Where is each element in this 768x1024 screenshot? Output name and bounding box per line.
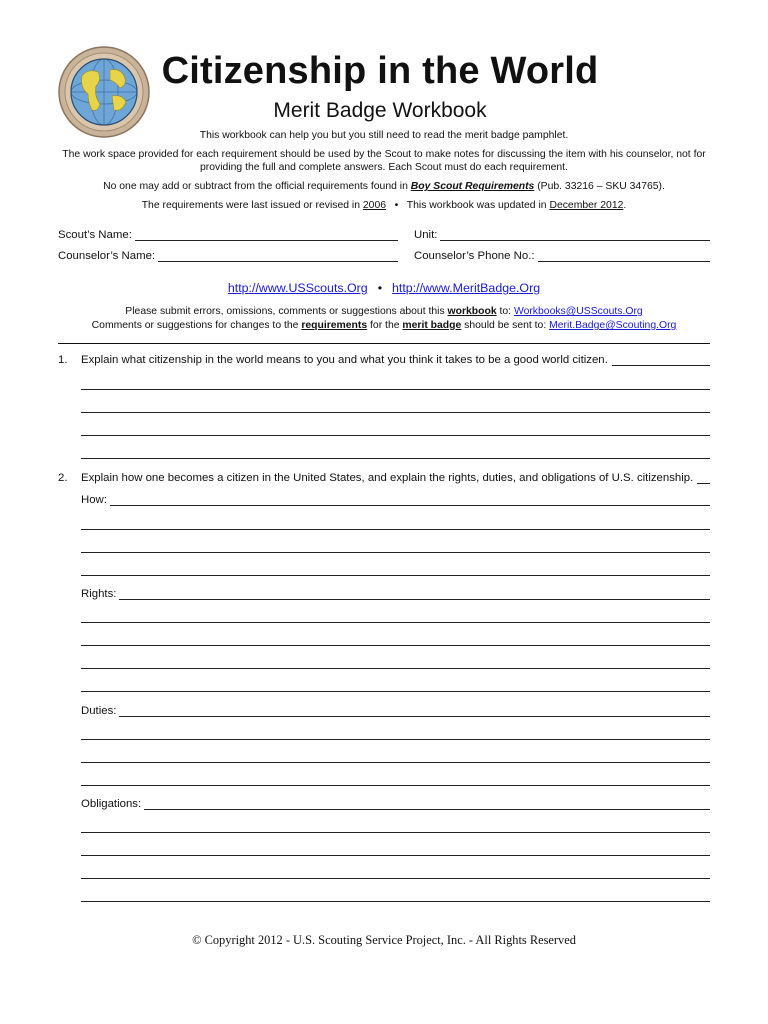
meritbadge-link[interactable]: http://www.MeritBadge.Org <box>392 281 541 295</box>
answer-line[interactable] <box>81 878 710 879</box>
copyright-footer: © Copyright 2012 - U.S. Scouting Service Project, Inc. - All Rights Reserved <box>192 933 576 947</box>
answer-line[interactable] <box>81 832 710 833</box>
scout-name-label: Scout’s Name: <box>58 229 132 241</box>
obligations-label: Obligations: <box>81 798 142 810</box>
scout-name-field[interactable] <box>58 229 398 241</box>
submit-errors-line <box>58 306 710 317</box>
intro-line-3: providing the full and complete answers. Each Scout must do each requirement. <box>200 162 568 173</box>
updated-date: December 2012 <box>549 200 624 211</box>
scout-name-line[interactable] <box>135 230 398 241</box>
requirement-2-number: 2. <box>58 472 68 484</box>
usscouts-link[interactable]: http://www.USScouts.Org <box>227 281 368 295</box>
answer-line[interactable] <box>81 622 710 623</box>
how-field[interactable] <box>81 494 710 506</box>
answer-line[interactable] <box>697 473 710 484</box>
answer-line[interactable] <box>110 495 710 506</box>
unit-line[interactable] <box>440 230 710 241</box>
answer-line[interactable] <box>81 575 710 576</box>
citizenship-world-badge-icon <box>58 46 150 138</box>
intro-line-5-end: . <box>623 200 627 211</box>
answer-line[interactable] <box>81 901 710 902</box>
submit-line-1-mid: to: <box>496 306 514 317</box>
counselor-name-line[interactable] <box>158 251 398 262</box>
counselor-phone-field[interactable] <box>414 250 710 262</box>
duties-label: Duties: <box>81 705 117 717</box>
requirement-1-number: 1. <box>58 354 68 366</box>
revised-label: The requirements were last issued or revised in <box>141 200 363 211</box>
counselor-name-field[interactable] <box>58 250 398 262</box>
counselor-phone-label: Counselor’s Phone No.: <box>414 250 535 262</box>
requirement-1-text: Explain what citizenship in the world means to you and what you think it takes to be a good world citizen. <box>81 354 608 366</box>
answer-line[interactable] <box>81 645 710 646</box>
link-separator: • <box>377 281 383 295</box>
unit-field[interactable] <box>414 229 710 241</box>
workbooks-email-link[interactable]: Workbooks@USScouts.Org <box>513 306 643 317</box>
intro-line-4-pre: No one may add or subtract from the official requirements found in <box>103 181 411 192</box>
intro-line-2: The work space provided for each requirement should be used by the Scout to make notes for discussing the item with his counselor, not for <box>62 149 706 160</box>
answer-line[interactable] <box>81 435 710 436</box>
answer-line[interactable] <box>81 412 710 413</box>
intro-line-1: This workbook can help you but you still need to read the merit badge pamphlet. <box>199 130 569 141</box>
unit-label: Unit: <box>414 229 438 241</box>
answer-line[interactable] <box>81 762 710 763</box>
counselor-name-label: Counselor’s Name: <box>58 250 156 262</box>
merit-badge-email-link[interactable]: Merit.Badge@Scouting.Org <box>549 320 677 331</box>
submit-line-1-pre: Please submit errors, omissions, comments or suggestions about this <box>125 306 448 317</box>
intro-line-4-post: (Pub. 33216 – SKU 34765). <box>534 181 665 192</box>
answer-line[interactable] <box>81 785 710 786</box>
how-label: How: <box>81 494 107 506</box>
answer-line[interactable] <box>144 799 710 810</box>
submit-comments-line <box>58 320 710 331</box>
answer-line[interactable] <box>119 589 710 600</box>
requirement-2-text: Explain how one becomes a citizen in the United States, and explain the rights, duties, and obligations of U.S. citizenship. <box>81 472 694 484</box>
updated-label: • This workbook was updated in <box>386 200 550 211</box>
answer-line[interactable] <box>81 739 710 740</box>
website-links <box>58 281 710 295</box>
intro-line-5 <box>58 199 710 212</box>
merit-badge-word: merit badge <box>402 320 462 331</box>
submit-line-2-pre: Comments or suggestions for changes to the <box>91 320 302 331</box>
rights-field[interactable] <box>81 588 710 600</box>
requirement-2 <box>81 472 710 484</box>
obligations-field[interactable] <box>81 798 710 810</box>
header-divider <box>58 343 710 344</box>
answer-line[interactable] <box>81 389 710 390</box>
answer-line[interactable] <box>612 355 710 366</box>
rights-label: Rights: <box>81 588 117 600</box>
page-subtitle: Merit Badge Workbook <box>273 99 487 122</box>
answer-line[interactable] <box>81 552 710 553</box>
workbook-word: workbook <box>447 306 497 317</box>
duties-field[interactable] <box>81 705 710 717</box>
answer-line[interactable] <box>81 458 710 459</box>
answer-line[interactable] <box>81 668 710 669</box>
answer-line[interactable] <box>81 691 710 692</box>
requirements-word: requirements <box>301 320 368 331</box>
answer-line[interactable] <box>119 706 710 717</box>
counselor-phone-line[interactable] <box>538 251 710 262</box>
revised-year: 2006 <box>362 200 387 211</box>
answer-line[interactable] <box>81 855 710 856</box>
boy-scout-requirements-title: Boy Scout Requirements <box>410 181 535 192</box>
page-title: Citizenship in the World <box>161 50 599 92</box>
submit-line-2-post: should be sent to: <box>461 320 550 331</box>
answer-line[interactable] <box>81 529 710 530</box>
intro-line-4 <box>58 180 710 193</box>
requirement-1 <box>81 354 710 366</box>
submit-line-2-mid: for the <box>367 320 403 331</box>
